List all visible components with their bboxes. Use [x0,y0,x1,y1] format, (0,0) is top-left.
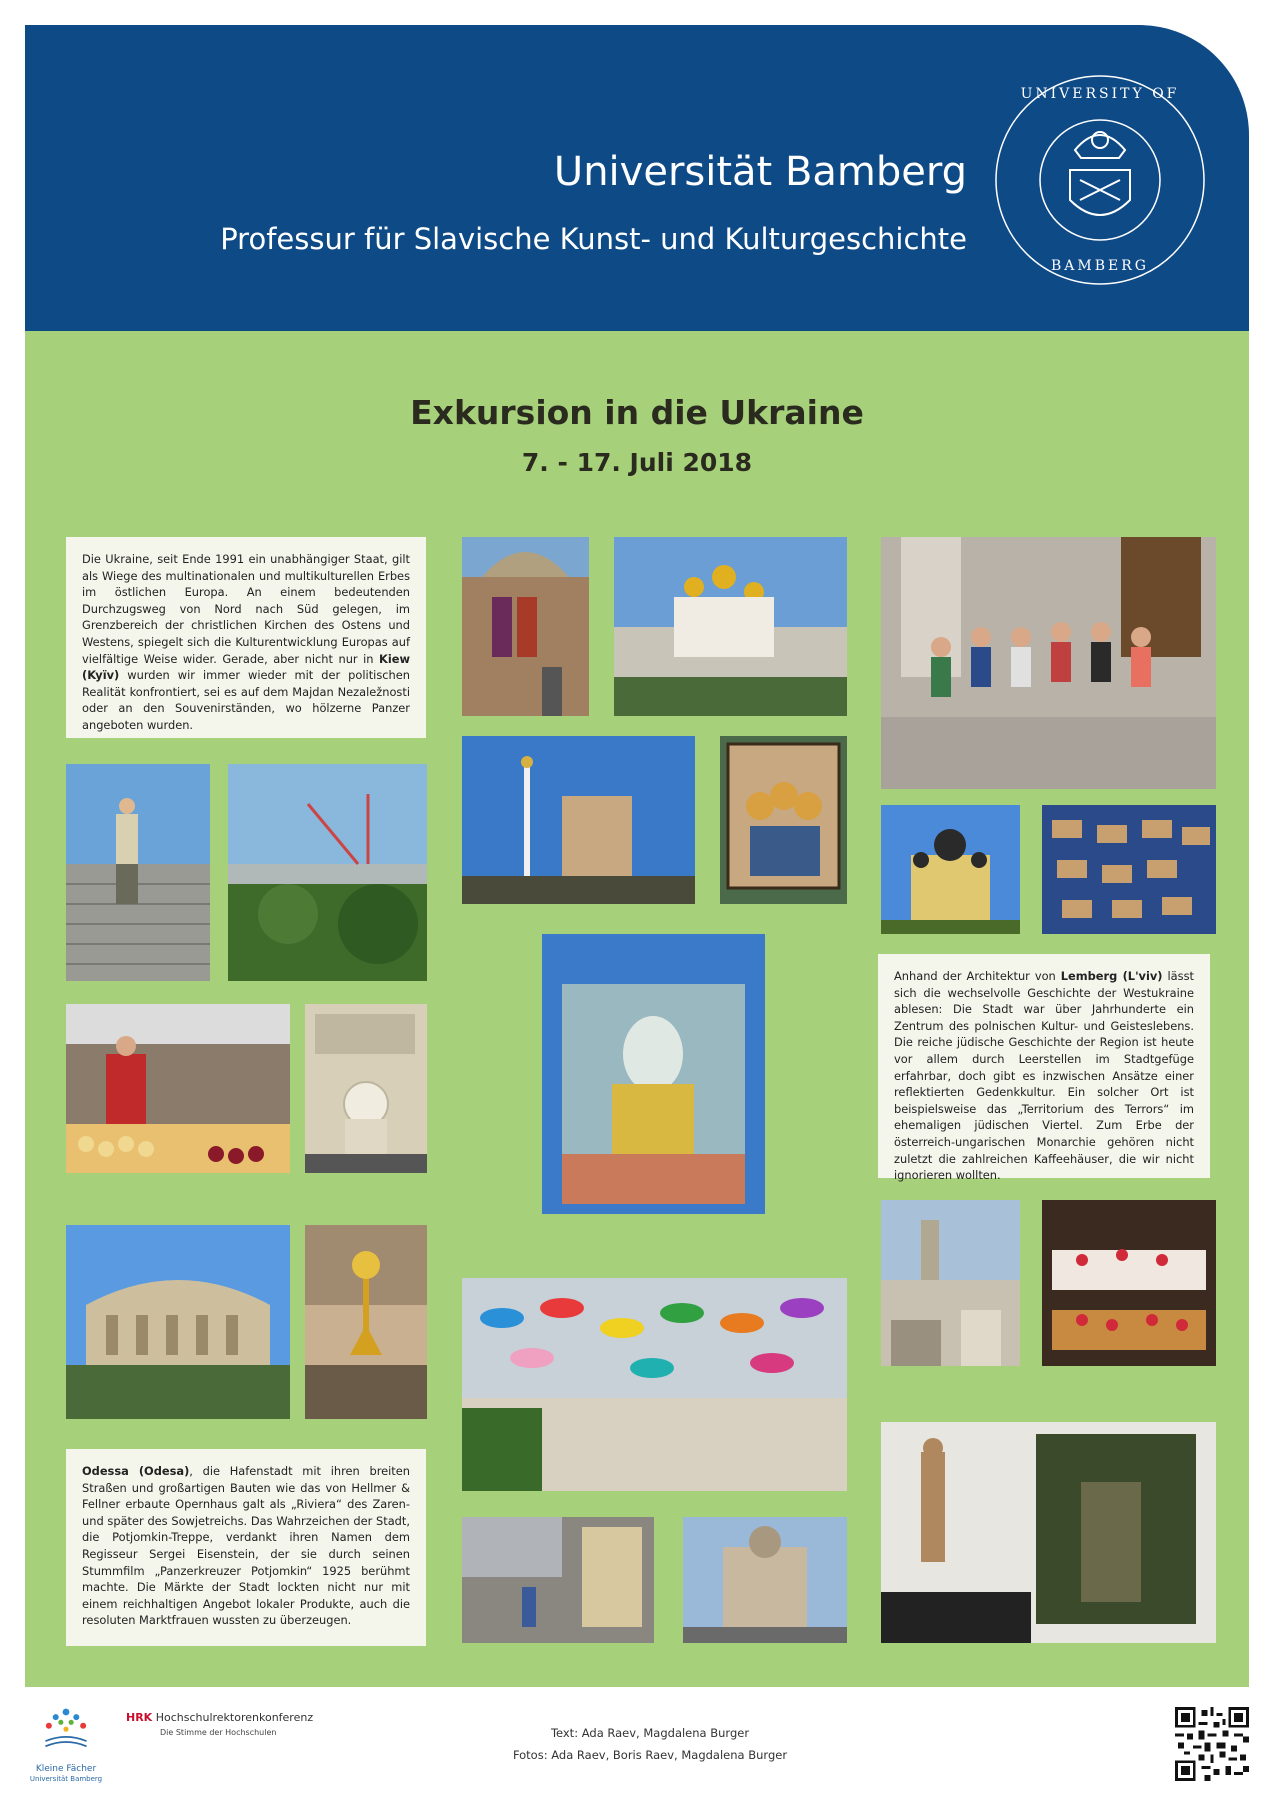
hrk-mark: HRK [126,1711,153,1724]
university-seal-icon [990,70,1210,290]
svg-text:UNIVERSITY OF: UNIVERSITY OF [1020,86,1180,102]
photo-lviv-church [683,1517,847,1643]
chair-name: Professur für Slavische Kunst- und Kulturgeschichte [220,222,967,256]
photo-atlas-building [305,1004,427,1173]
poster-dates: 7. - 17. Juli 2018 [521,448,753,477]
university-name: Universität Bamberg [553,149,967,195]
photo-maidan-column [462,736,695,904]
photo-golden-statue [305,1225,427,1419]
kleine-faecher-sub: Universität Bamberg [29,1775,103,1783]
photo-icon-painting [720,736,847,904]
photo-wooden-tanks [1042,805,1216,934]
odessa-text-box: Odessa (Odesa), die Hafenstadt mit ihren breiten Straßen und großartigen Bauten wie das von Hellmer & Fellner erbaute Opernhaus galt als „Riviera“ des Zaren- und später des Sowjetreichs. Das Wahrzeichen der Stadt, die Potjomkin-Treppe, verdankt ihren Namen dem Regisseur Sergei Eisenstein, der sie durch seinen Stummfilm „Panzerkreuzer Potjomkin“ 1925 berühmt machte. Die Märkte der Stadt lockten nicht nur mit einem reichhaltigen Angebot lokaler Produkte, auch die resoluten Marktfrauen wussten zu überzeugen. [66,1449,426,1646]
photo-umbrellas-street [462,1278,847,1491]
photo-odesa-port-view [228,764,427,981]
hrk-logo [126,1711,313,1740]
photo-lavra-monastery [614,537,847,716]
photo-territory-of-terror [462,1517,654,1643]
photo-golden-gate [462,537,589,716]
svg-text:BAMBERG: BAMBERG [1051,258,1149,274]
photo-cafe-cakes [1042,1200,1216,1366]
photo-market-woman [66,1004,290,1173]
book-tree-icon [28,1700,104,1760]
kleine-faecher-logo [28,1700,104,1792]
poster-title: Exkursion in die Ukraine [410,393,864,432]
intro-text-box: Die Ukraine, seit Ende 1991 ein unabhängiger Staat, gilt als Wiege des multinationalen und multikulturellen Erbes im östlichen Europa. An einem bedeutenden Durchzugsweg von Nord nach Süd gelegen, im Grenzbereich der christlichen Kirchen des Ostens und Westens, spiegelt sich die Kulturentwicklung Europas auf vielfältige Weise wider. Gerade, aber nicht nur in Kiew (Kyïv) wurden wir immer wieder mit der politischen Realität konfrontiert, sei es auf dem Majdan Nezaležnosti oder an den Souvenirständen, wo hölzerne Panzer angeboten wurden. [66,537,426,738]
photo-volodymyr-cathedral [881,805,1020,934]
photo-group [881,537,1216,789]
hrk-name: Hochschulrektorenkonferenz [155,1711,314,1724]
credits [470,1722,830,1766]
photo-lviv-rooftops [881,1200,1020,1366]
kleine-faecher-text: Kleine Fächer [35,1764,97,1774]
qr-code-icon[interactable] [1175,1707,1249,1781]
photo-potemkin-stairs [66,764,210,981]
photo-exhibition [881,1422,1216,1643]
hrk-tagline: Die Stimme der Hochschulen [160,1728,277,1737]
photo-credit: Fotos: Ada Raev, Boris Raev, Magdalena Burger [512,1748,788,1762]
photo-mural [542,934,765,1214]
photo-odesa-opera [66,1225,290,1419]
text-credit: Text: Ada Raev, Magdalena Burger [550,1726,750,1740]
lviv-text-box: Anhand der Architektur von Lemberg (L'viv) lässt sich die wechselvolle Geschichte der Westukraine ablesen: Die Stadt war über Jahrhunderte ein Zentrum des polnischen Kultur- und Geisteslebens. Die reiche jüdische Geschichte der Region ist heute vor allem durch Leerstellen im Stadtgefüge erfahrbar, doch gibt es inzwischen Ansätze einer reflektierten Gedenkkultur. Ein solcher Ort ist beispielsweise das „Territorium des Terrors“ im ehemaligen jüdischen Viertel. Zum Erbe der österreich-ungarischen Monarchie gehören nicht zuletzt die zahlreichen Kaffeehäuser, die wir nicht ignorieren wollten. [878,954,1210,1178]
